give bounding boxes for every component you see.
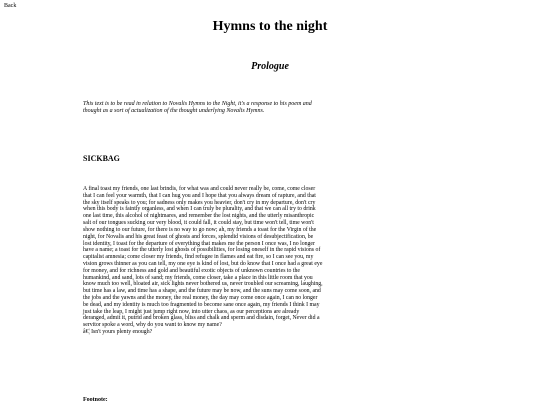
back-link[interactable]: Back xyxy=(4,3,17,9)
poem-text: A final toast my friends, one last brindis, for what was and could never really be, come, come closer that I can feel your warmth, that I can hug you and I hope that you always dream of rapture, and that the sky itself speaks to you; for sadness only makes you heavier, don't cry in my departure, don't cry when this body is faintly organless, and when I can truly be plurality, and that we can all try to drink one last time, this alcohol of nightmares, and remember the lost nights, and the utterly misanthropic salt of our tongues sucking our very blood, it could fall, it could stay, but time won't tell, time won't show nothing to our future, for there is no way to go now; ah, my friends a toast for the Virgin of the night, for Novalis and his great feast of ghosts and forces, splendid visions of desubjectification, be lost identity, I toast for the departure of everything that makes me the person I once was, I no longer have a name; a toast for the utterly lost ghosts of possibilities, for losing oneself in the rapid visions of capitalist amnesia; come closer my friends, find refugee in flames and eat fire, so I can see you, my vision grows thinner as you can tell, my one eye is kind of lost, but do know that I once had a great eye for money, and for richness and gold and beautiful exotic objects of unknown countries to the humankind, and sand, lots of sand; my friends, come closer, take a place in this little room that you know much too well, bloated air, sick lights never bothered us, never troubled our screaming, laughing, but time has a law, and time has a shape, and the future may be now, and the suns may come soon, and the jobs and the yawns and the money, the real money, the day may come once again, I can no longer be dead, and my identity is much too fragmented to become sane once again, my friends I think I may just take the leap, I might just jump right now, into utter chaos, as our perceptions are already deranged, admit it, putrid and broken glass, bliss and chalk and sperm and disdain, forget, Never did a servitor spoke a word, why do you want to know my name? xyxy=(83,186,323,329)
section-heading: SICKBAG xyxy=(83,154,120,163)
poem-closing: â€¦ Isn't yours plenty enough? xyxy=(83,329,153,336)
poem-body xyxy=(83,186,323,336)
footnote-label: Footnote: xyxy=(83,397,108,403)
page-title: Hymns to the night xyxy=(212,19,328,34)
page-subtitle: Prologue xyxy=(251,61,289,72)
intro-paragraph: This text is to be read in relation to Novalis Hymns to the Night, it's a response to his poem and thought as a sort of actualization of the thought underlying Novalis Hymns. xyxy=(83,101,312,115)
